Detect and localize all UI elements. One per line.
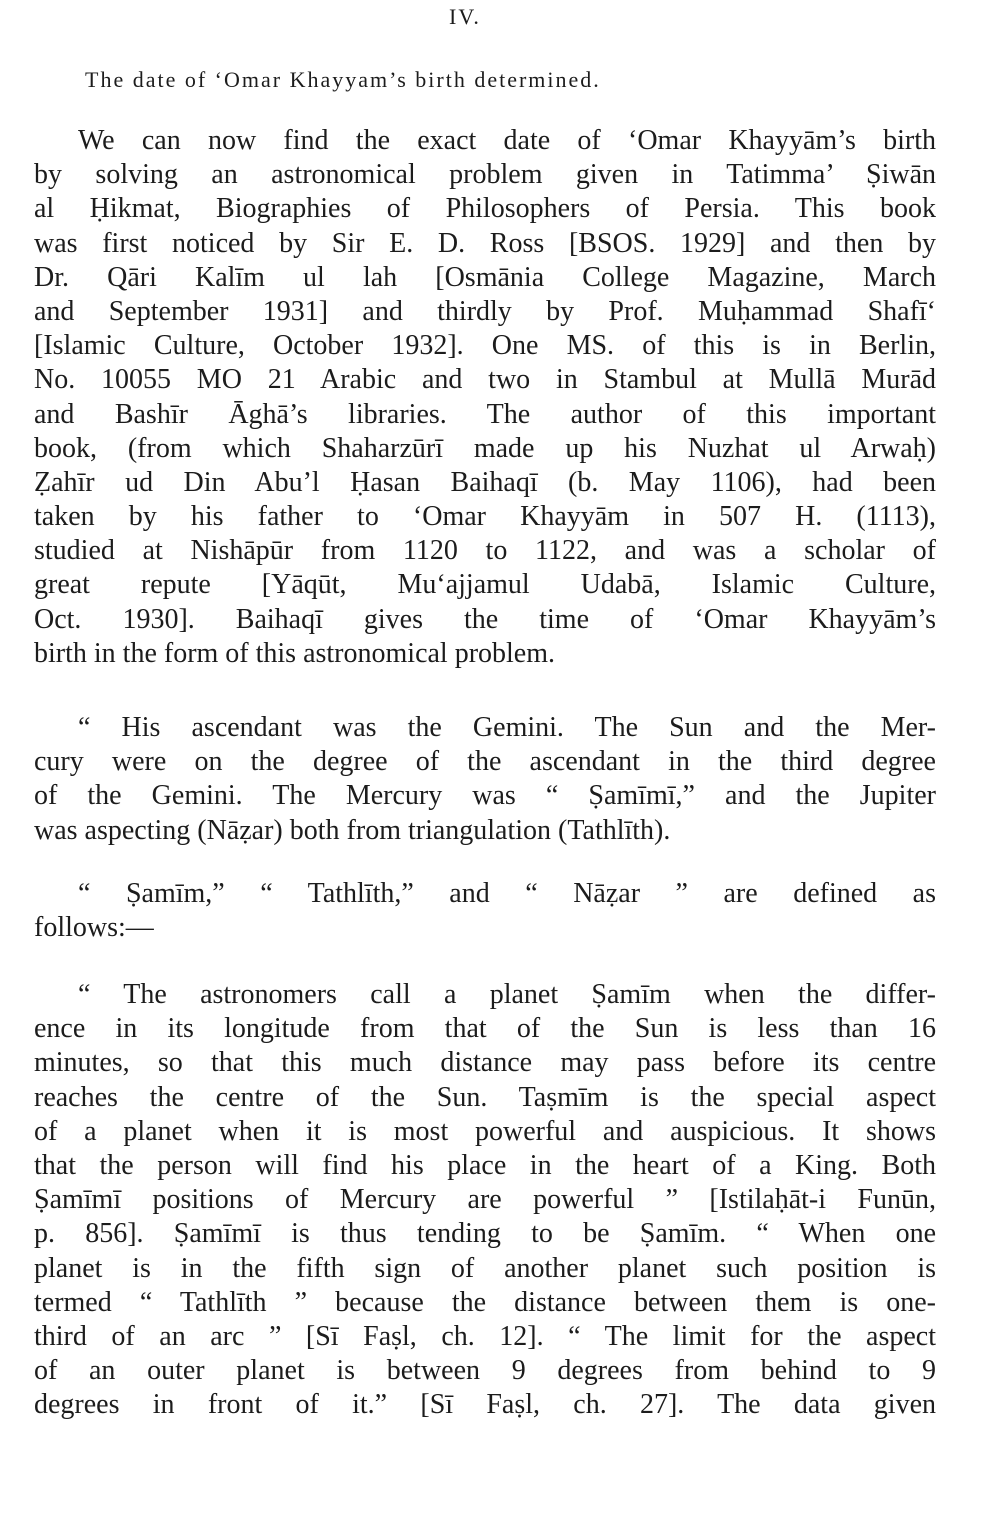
text-line: “ His ascendant was the Gemini. The Sun and the Mer- [78, 712, 936, 743]
text-line: Ṣamīmī positions of Mercury are powerful ” [Istilaḥāt-i Funūn, [34, 1184, 936, 1216]
paragraph-3 [34, 877, 936, 945]
text-line: [Islamic Culture, October 1932]. One MS. of this is in Berlin, [34, 330, 936, 362]
text-line: Ẓahīr ud Din Abu’l Ḥasan Baihaqī (b. May 1106), had been [34, 466, 936, 498]
text-line: degrees in front of it.” [Sī Faṣl, ch. 27]. The data given [34, 1389, 936, 1421]
text-line: “ The astronomers call a planet Ṣamīm when the differ- [78, 979, 936, 1010]
text-line: termed “ Tathlīth ” because the distance between them is one- [34, 1286, 936, 1318]
text-line: studied at Nishāpūr from 1120 to 1122, and was a scholar of [34, 535, 936, 567]
text-line: was first noticed by Sir E. D. Ross [BSOS. 1929] and then by [34, 227, 936, 259]
page-number: IV. [449, 4, 481, 29]
text-line: We can now find the exact date of ‘Omar Khayyām’s birth [78, 125, 936, 156]
text-line: Dr. Qāri Kalīm ul lah [Osmānia College Magazine, March [34, 261, 936, 293]
paragraph-4-quote [34, 978, 936, 1422]
text-line: follows:— [34, 912, 154, 944]
text-line: p. 856]. Ṣamīmī is thus tending to be Ṣamīm. “ When one [34, 1218, 936, 1250]
text-line: cury were on the degree of the ascendant in the third degree [34, 746, 936, 778]
text-line: “ Ṣamīm,” “ Tathlīth,” and “ Nāẓar ” are defined as [78, 878, 936, 909]
text-line: al Ḥikmat, Biographies of Philosophers of Persia. This book [34, 193, 936, 225]
text-line: of a planet when it is most powerful and auspicious. It shows [34, 1115, 936, 1147]
text-line: of an outer planet is between 9 degrees from behind to 9 [34, 1355, 936, 1387]
text-line: planet is in the fifth sign of another planet such position is [34, 1252, 936, 1284]
text-line: birth in the form of this astronomical problem. [34, 637, 556, 669]
chapter-title: The date of ‘Omar Khayyam’s birth determined. [85, 67, 601, 92]
text-line: was aspecting (Nāẓar) both from triangulation (Tathlīth). [34, 814, 671, 846]
text-line: of the Gemini. The Mercury was “ Ṣamīmī,” and the Jupiter [34, 780, 936, 812]
text-line: by solving an astronomical problem given in Tatimma’ Ṣiwān [34, 159, 936, 191]
text-line: minutes, so that this much distance may pass before its centre [34, 1047, 936, 1079]
text-line: reaches the centre of the Sun. Taṣmīm is the special aspect [34, 1081, 936, 1113]
text-line: third of an arc ” [Sī Faṣl, ch. 12]. “ The limit for the aspect [34, 1320, 936, 1352]
text-line: No. 10055 MO 21 Arabic and two in Stambul at Mullā Murād [34, 364, 936, 396]
text-line: book, (from which Shaharzūrī made up his Nuzhat ul Arwaḥ) [34, 432, 936, 464]
paragraph-1 [34, 124, 936, 671]
text-line: that the person will find his place in the heart of a King. Both [34, 1149, 936, 1181]
text-line: Oct. 1930]. Baihaqī gives the time of ‘Omar Khayyām’s [34, 603, 936, 635]
text-line: and Bashīr Āghā’s libraries. The author of this important [34, 398, 936, 430]
text-line: great repute [Yāqūt, Mu‘ajjamul Udabā, Islamic Culture, [34, 569, 936, 601]
text-line: taken by his father to ‘Omar Khayyām in 507 H. (1113), [34, 501, 936, 533]
paragraph-2-quote [34, 711, 936, 848]
text-line: ence in its longitude from that of the Sun is less than 16 [34, 1013, 936, 1045]
text-line: and September 1931] and thirdly by Prof. Muḥammad Shafī‘ [34, 295, 936, 327]
